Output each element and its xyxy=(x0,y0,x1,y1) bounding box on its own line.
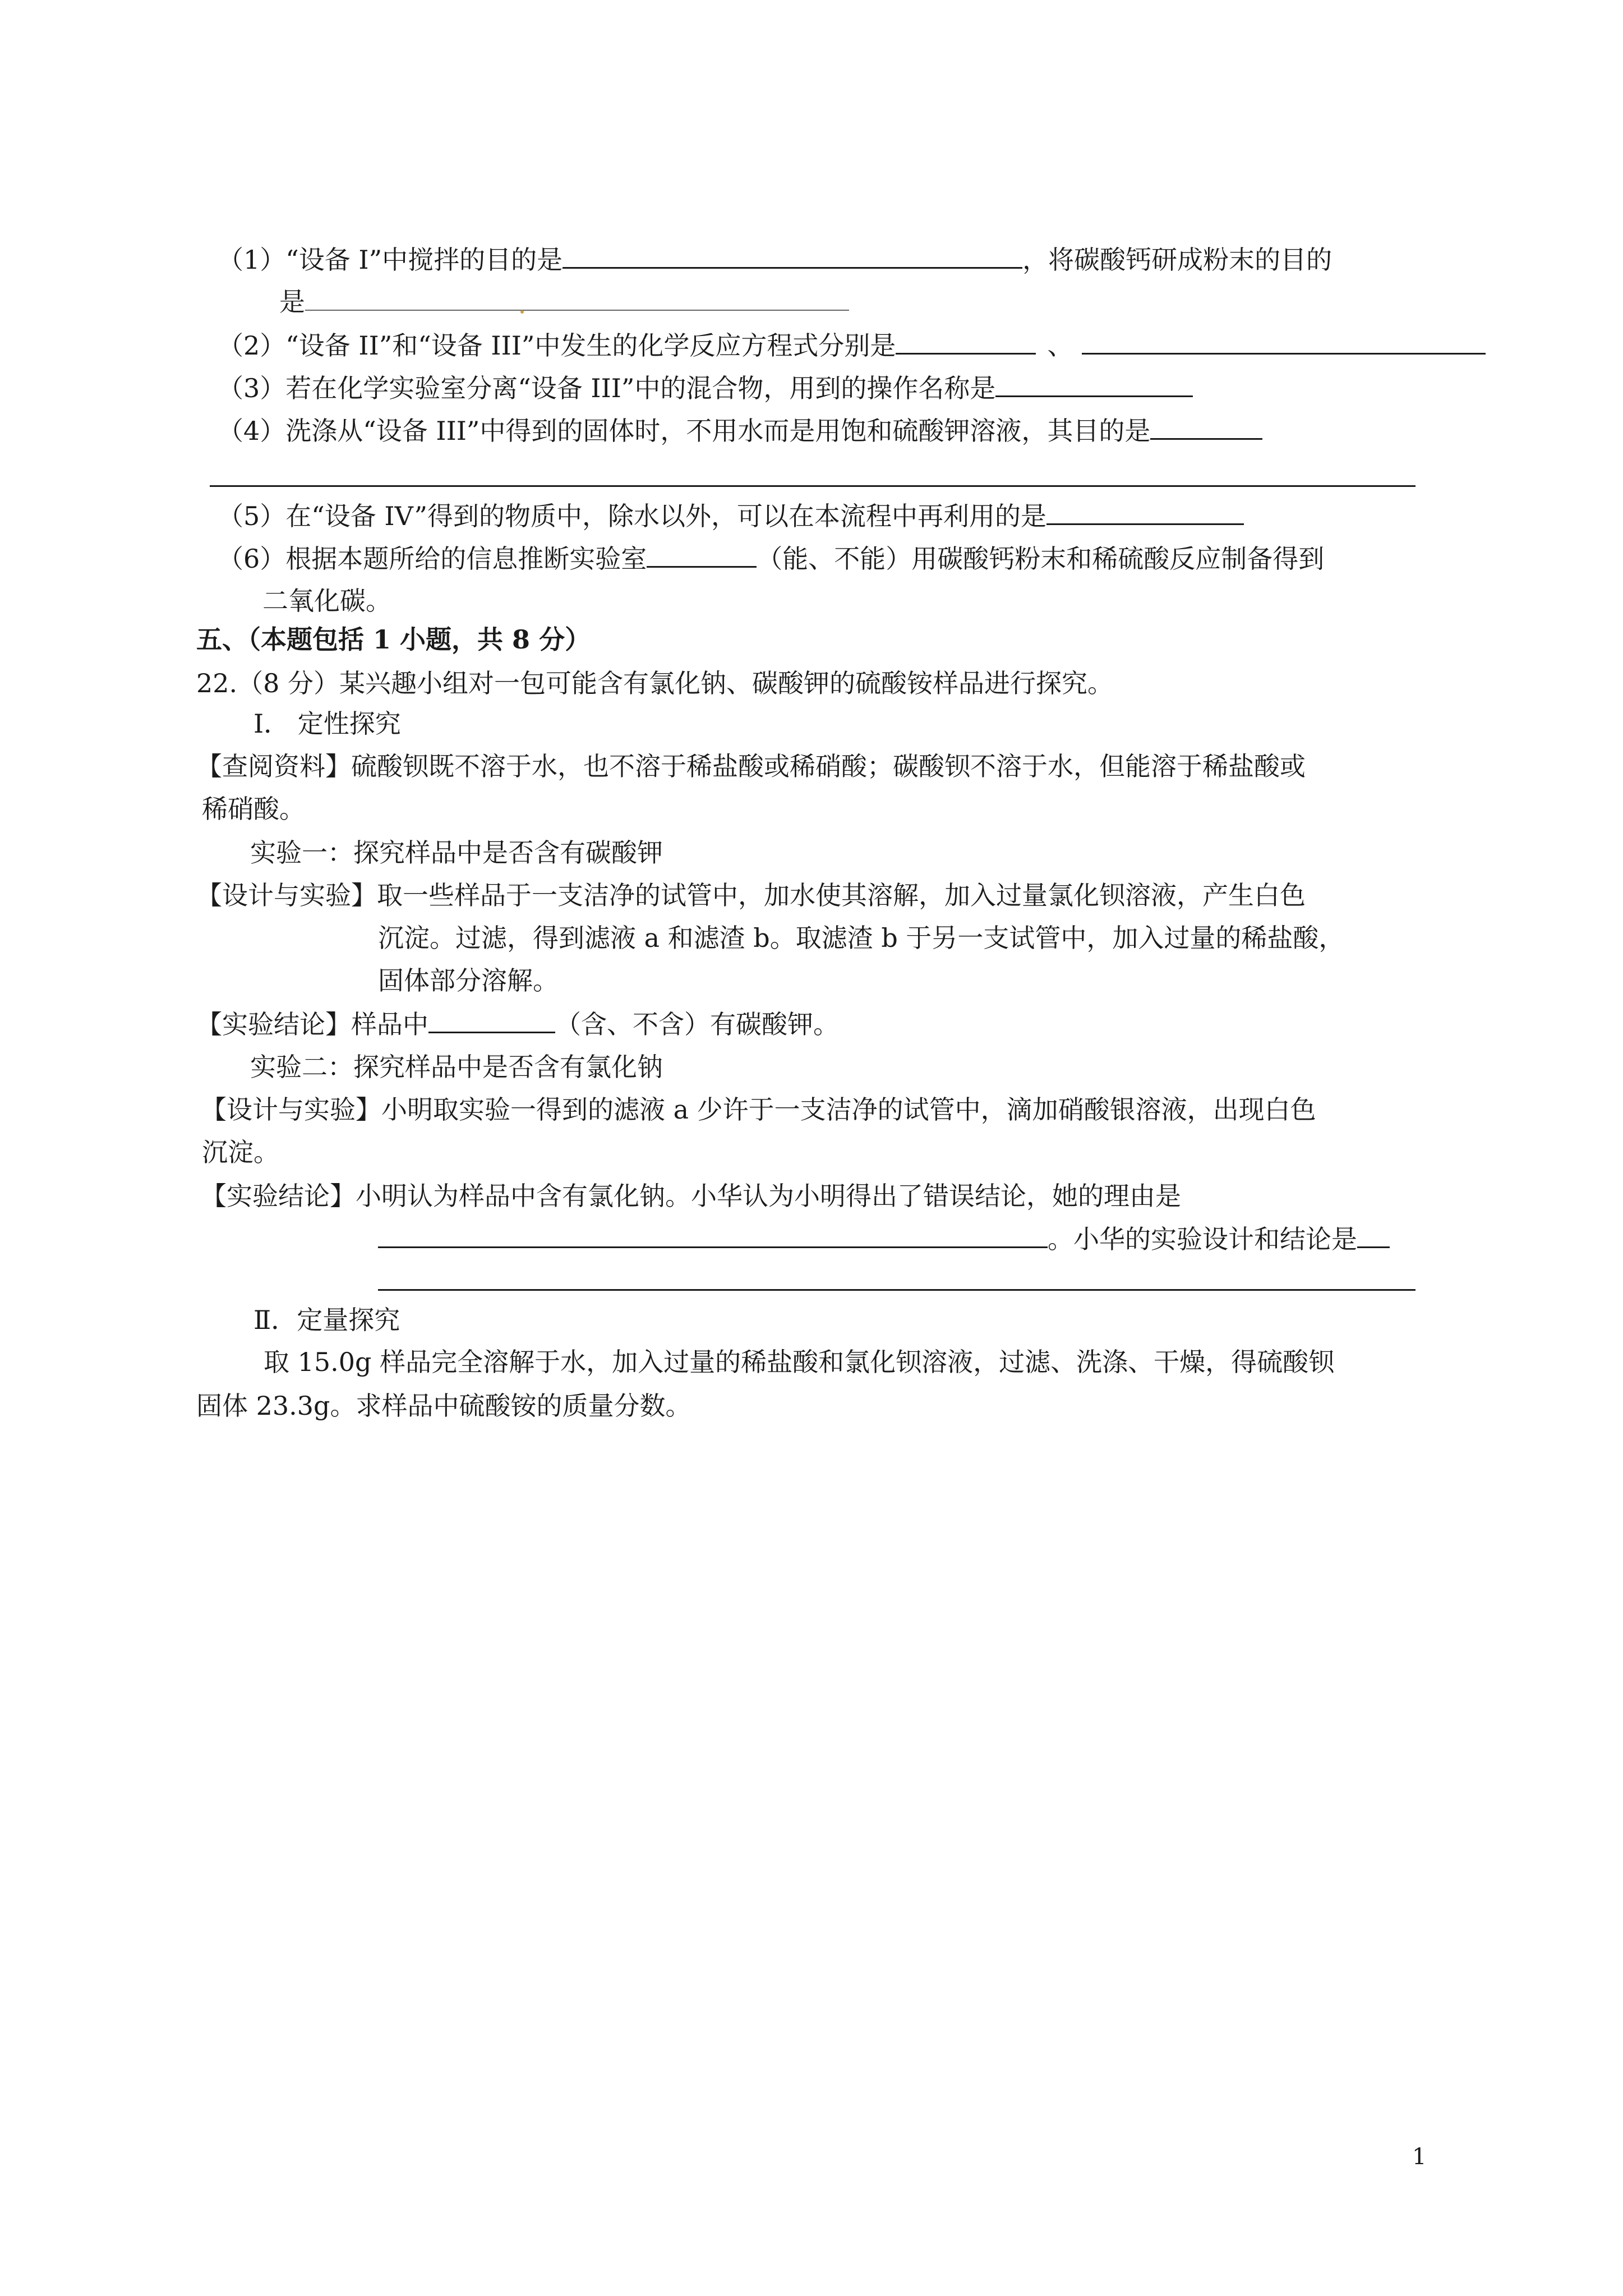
answer-blank-exp2-reason[interactable] xyxy=(378,1222,1048,1248)
answer-blank-6[interactable] xyxy=(647,541,757,568)
exp1-design-line-1: 【设计与实验】取一些样品于一支洁净的试管中，加水使其溶解，加入过量氯化钡溶液，产生白色 xyxy=(196,880,1306,910)
section-5-heading: 五、（本题包括 1 小题，共 8 分） xyxy=(196,624,591,655)
exp2-design-line-2: 沉淀。 xyxy=(202,1137,279,1167)
answer-blank-3[interactable] xyxy=(995,371,1193,397)
exp2-conclusion-line-2: 。小华的实验设计和结论是 xyxy=(378,1222,1390,1256)
answer-blank-exp2-design[interactable] xyxy=(1357,1222,1390,1248)
q21-item-4: （4）洗涤从“设备 III”中得到的固体时，不用水而是用饱和硫酸钾溶液，其目的是 xyxy=(218,413,1262,448)
exp1-conclusion: 【实验结论】样品中 （含、不含）有碳酸钾。 xyxy=(196,1007,839,1041)
q21-item-1: （1）“设备 I”中搅拌的目的是 ，将碳酸钙研成粉末的目的 xyxy=(218,242,1332,277)
ref-info-line-2: 稀硝酸。 xyxy=(202,794,305,824)
answer-blank-4a[interactable] xyxy=(1150,413,1262,440)
answer-blank-exp1[interactable] xyxy=(428,1007,555,1033)
quant-line-2: 固体 23.3g。求样品中硫酸铵的质量分数。 xyxy=(196,1391,691,1421)
q21-item-6-cont: 二氧化碳。 xyxy=(262,586,391,616)
exp1-title: 实验一：探究样品中是否含有碳酸钾 xyxy=(250,838,663,868)
exp2-design-line-1: 【设计与实验】小明取实验一得到的滤液 a 少许于一支洁净的试管中，滴加硝酸银溶液，出现白色 xyxy=(201,1094,1316,1125)
part2-title: Ⅱ．定量探究 xyxy=(253,1305,400,1335)
q22-intro: 22.（8 分）某兴趣小组对一包可能含有氯化钠、碳酸钾的硫酸铵样品进行探究。 xyxy=(196,668,1114,698)
answer-blank-1a[interactable] xyxy=(562,242,1022,269)
q21-item-3: （3）若在化学实验室分离“设备 III”中的混合物，用到的操作名称是 xyxy=(218,371,1193,405)
q21-item-2: （2）“设备 II”和“设备 III”中发生的化学反应方程式分别是 、 xyxy=(218,328,1486,362)
stray-dot-mark xyxy=(520,310,524,314)
exp1-design-line-3: 固体部分溶解。 xyxy=(378,965,559,996)
q21-item-6: （6）根据本题所给的信息推断实验室 （能、不能）用碳酸钙粉末和稀硫酸反应制备得到 xyxy=(218,541,1324,576)
exp2-title: 实验二：探究样品中是否含有氯化钠 xyxy=(250,1052,663,1082)
quant-line-1: 取 15.0g 样品完全溶解于水，加入过量的稀盐酸和氯化钡溶液，过滤、洗涤、干燥，得硫酸钡 xyxy=(264,1347,1335,1377)
answer-blank-2a[interactable] xyxy=(896,328,1036,355)
q21-item-5: （5）在“设备 IV”得到的物质中，除水以外，可以在本流程中再利用的是 xyxy=(218,499,1244,533)
answer-blank-2b[interactable] xyxy=(1082,328,1486,355)
answer-line-exp2-cont[interactable] xyxy=(378,1289,1415,1291)
part1-title: Ⅰ． 定性探究 xyxy=(253,708,401,739)
q21-item-1-cont: 是 xyxy=(279,285,849,319)
answer-blank-5[interactable] xyxy=(1046,499,1244,525)
exp1-design-line-2: 沉淀。过滤，得到滤液 a 和滤渣 b。取滤渣 b 于另一支试管中，加入过量的稀盐酸， xyxy=(378,923,1345,953)
page-number: 1 xyxy=(1412,2144,1427,2170)
answer-line-4b[interactable] xyxy=(210,485,1415,487)
answer-blank-1b[interactable] xyxy=(305,285,849,311)
exp2-conclusion-line-1: 【实验结论】小明认为样品中含有氯化钠。小华认为小明得出了错误结论，她的理由是 xyxy=(201,1181,1181,1211)
ref-info-line-1: 【查阅资料】硫酸钡既不溶于水，也不溶于稀盐酸或稀硝酸；碳酸钡不溶于水，但能溶于稀盐酸或 xyxy=(196,751,1306,781)
